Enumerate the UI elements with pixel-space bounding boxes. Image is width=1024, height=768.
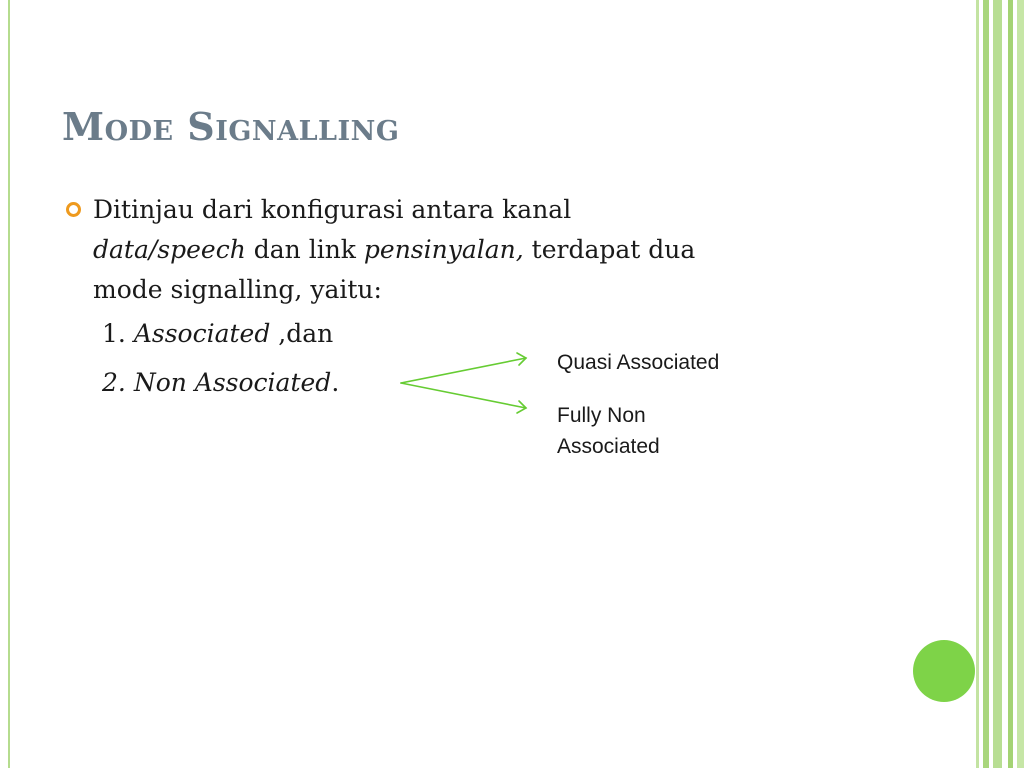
label-fully-non-associated: [557, 400, 660, 462]
list-number-2: 2.: [102, 368, 134, 397]
list-term-associated: Associated: [133, 319, 271, 348]
paragraph-line-1: Ditinjau dari konfigurasi antara kanal: [93, 195, 572, 224]
paragraph-line-2-tail: terdapat dua: [523, 235, 696, 264]
list-suffix-2: .: [331, 368, 340, 397]
list-suffix-1: ,dan: [270, 319, 334, 348]
label-fully-non-line-1: Fully Non: [557, 404, 646, 427]
paragraph-line-2-connector: dan link: [245, 235, 364, 264]
label-fully-non-line-2: Associated: [557, 435, 660, 458]
label-quasi-associated: Quasi Associated: [557, 351, 720, 374]
list-term-non-associated: Non Associated: [133, 368, 332, 397]
arrow-to-fully-non: [401, 383, 526, 408]
paragraph-line-3: mode signalling, yaitu:: [93, 275, 382, 304]
term-data-speech: data/speech: [93, 235, 246, 264]
green-circle-decoration: [913, 640, 975, 702]
slide-title: Mode Signalling: [62, 104, 400, 149]
arrow-to-quasi: [401, 358, 526, 383]
list-number-1: 1.: [102, 319, 134, 348]
term-pensinyalan: pensinyalan,: [363, 235, 524, 264]
